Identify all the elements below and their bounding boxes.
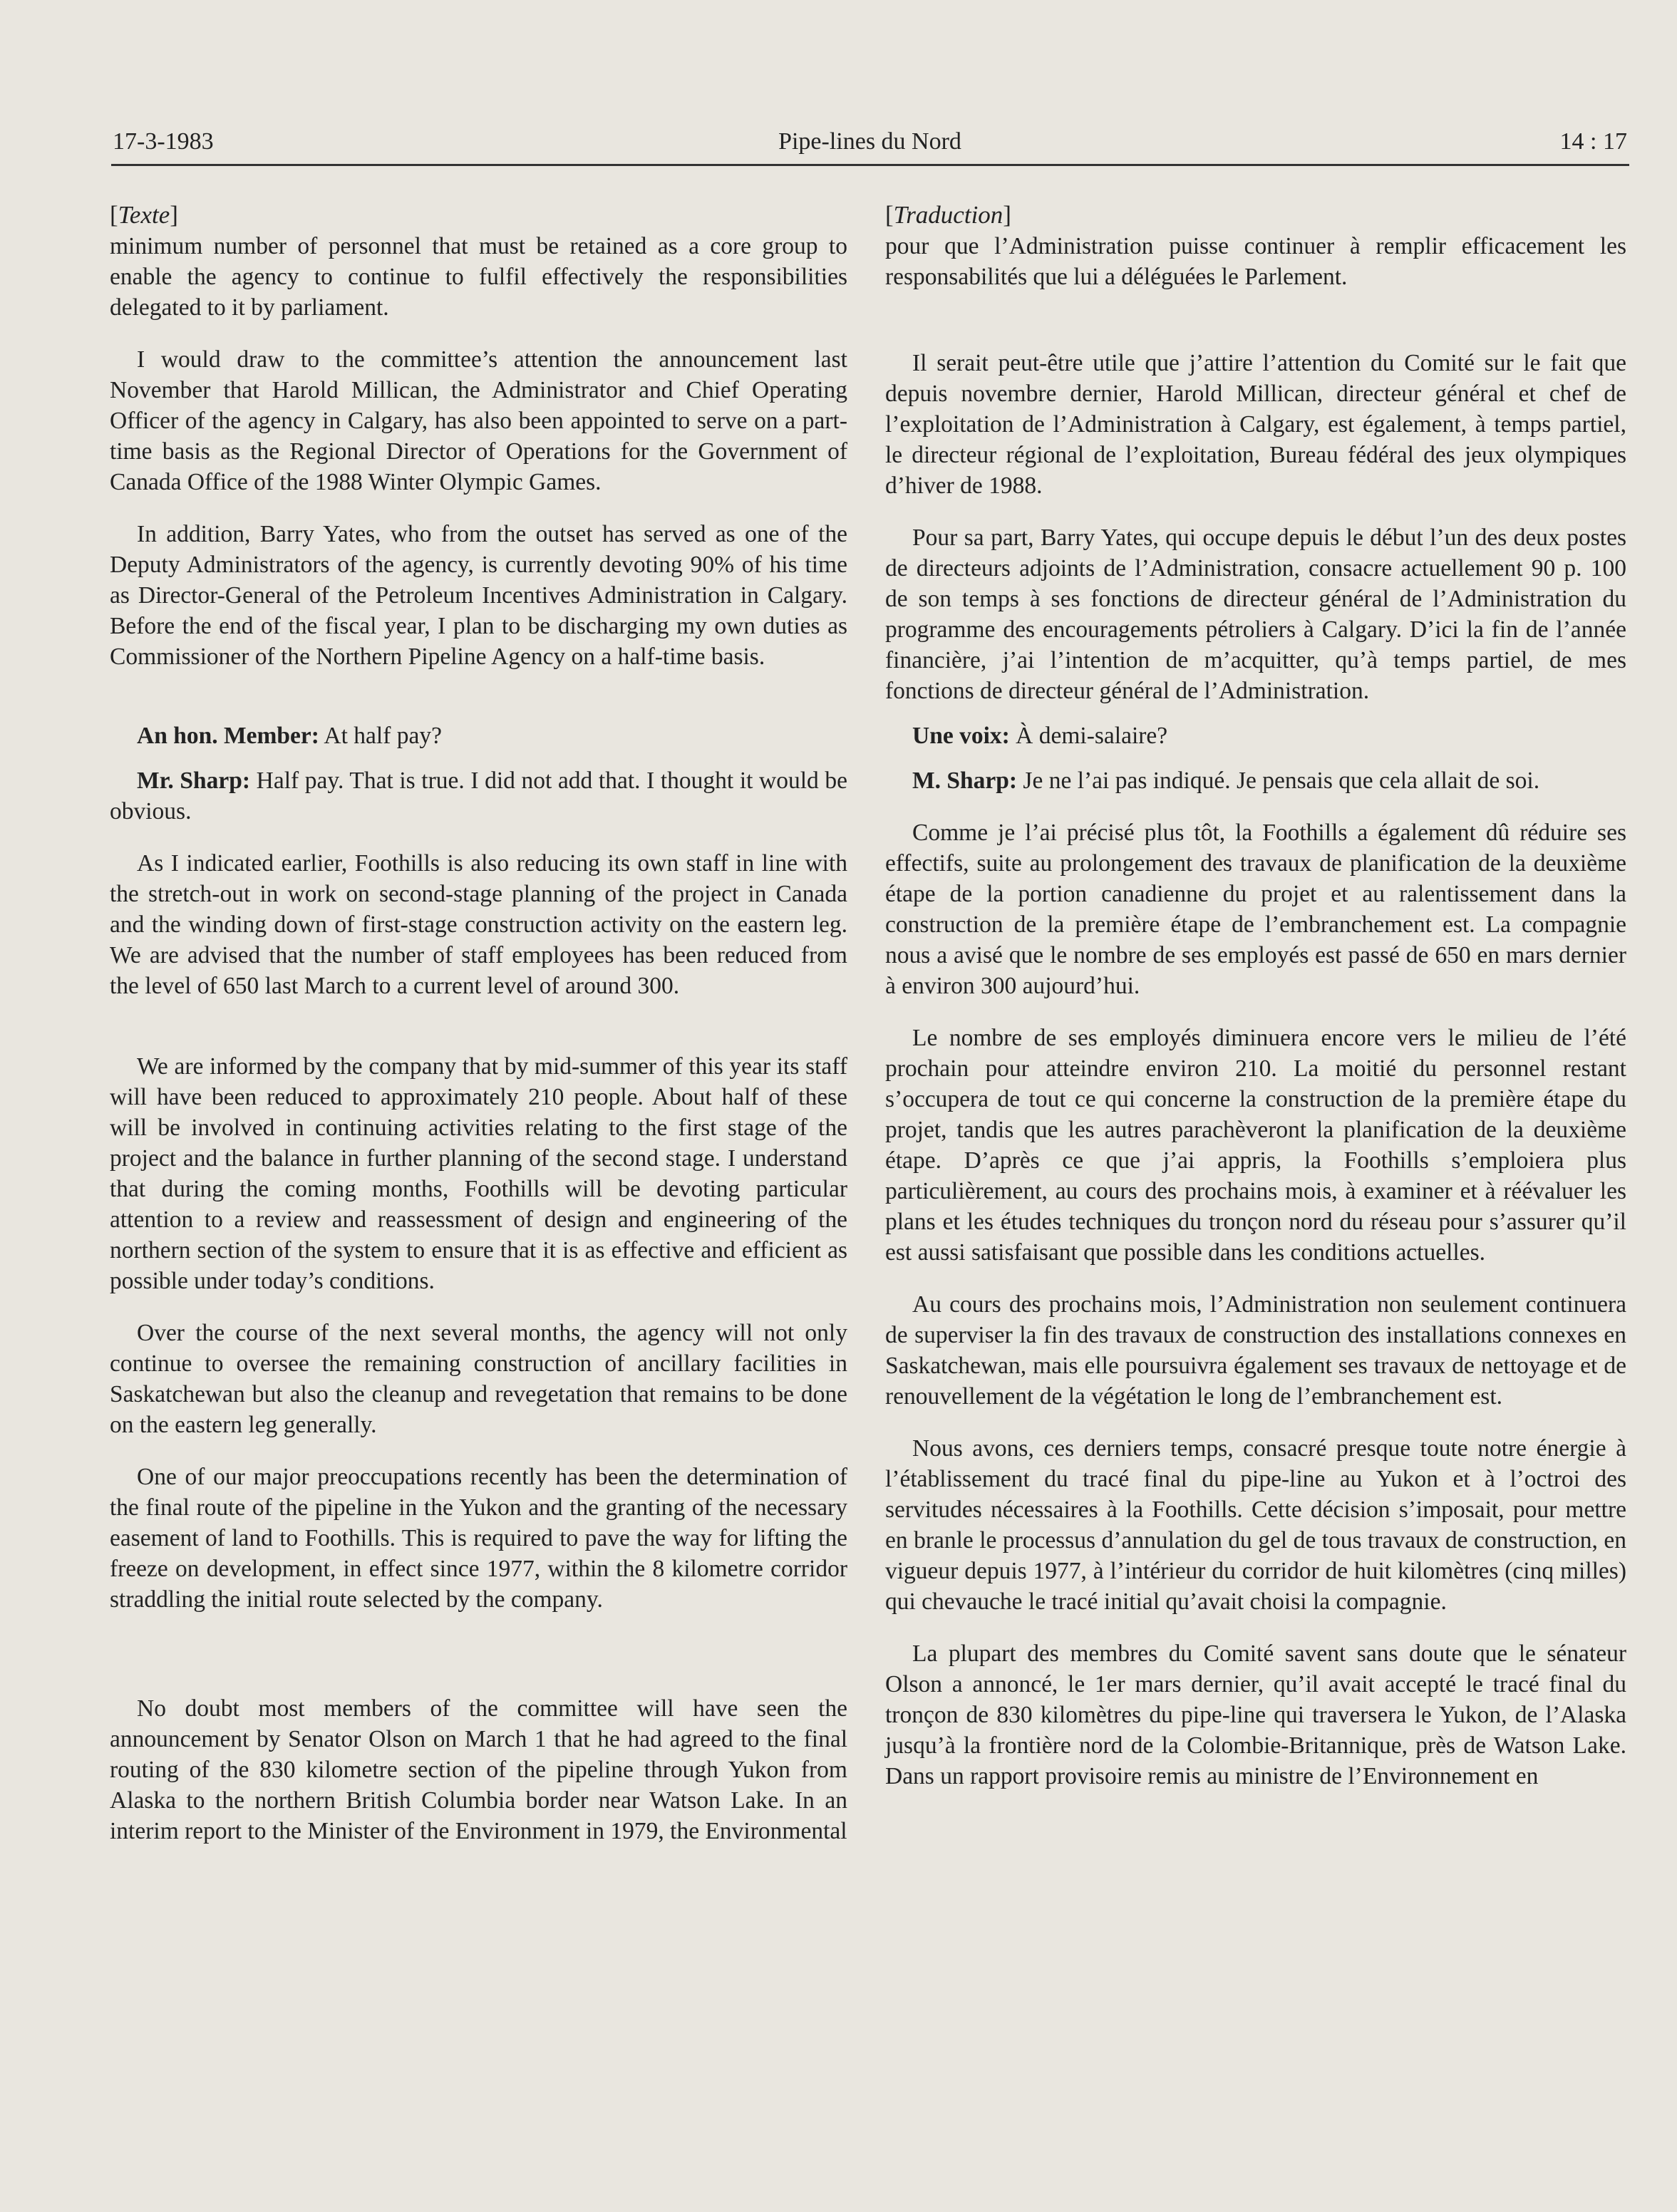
paragraph: We are informed by the company that by mid-summer of this year its staff will have been reduced to approximately 210 people. About half of these will be involved in continuing activities relating to the first stage of the project and the balance in further planning of the second stage. I understand that during the coming months, Foothills will be devoting particular attention to a review and reassessment of design and engineering of the northern section of the system to ensure that it is as effective and efficient as possible under today’s conditions. (110, 1053, 847, 1294)
header-rule (111, 164, 1629, 166)
speaker-paragraph (885, 765, 1626, 796)
paragraph: In addition, Barry Yates, who from the outset has served as one of the Deputy Administrators of the agency, is currently devoting 90% of his time as Director-General of the Petroleum Incentives Administration in Calgary. Before the end of the fiscal year, I plan to be discharging my own duties as Commissioner of the Northern Pipeline Agency on a half-time basis. (110, 521, 847, 670)
page-header (113, 125, 1627, 160)
speaker-paragraph (110, 720, 847, 751)
speech-text: At half pay? (324, 723, 442, 749)
speech-text: Half pay. That is true. I did not add that. I thought it would be obvious. (110, 768, 847, 825)
paragraph: Comme je l’ai précisé plus tôt, la Foothills a également dû réduire ses effectifs, suite au prolongement des travaux de planification de la deuxième étape de la portion canadienne du projet et au ralentissement dans la construction de la première étape de l’embranchement est. La compagnie nous a avisé que le nombre de ses employés est passé de 650 en mars dernier à environ 300 aujourd’hui. (885, 820, 1626, 999)
speaker-paragraph (110, 765, 847, 827)
right-column-label: [Traduction] (885, 201, 1011, 229)
paragraph: Le nombre de ses employés diminuera encore vers le milieu de l’été prochain pour atteindre environ 210. La moitié du personnel restant s’occupera de tout ce qui concerne la construction de la première étape du projet, tandis que les autres parachèveront la planification de la deuxième étape. D’après ce que j’ai appris, la Foothills s’emploiera plus particulièrement, au cours des prochains mois, à examiner et à réévaluer les plans et les études techniques du tronçon nord du réseau pour s’assurer qu’il est aussi satisfaisant que possible dans les conditions actuelles. (885, 1025, 1626, 1266)
paragraph: Nous avons, ces derniers temps, consacré presque toute notre énergie à l’établissement du tracé final du pipe-line au Yukon et à l’octroi des servitudes nécessaires à la Foothills. Cette décision s’imposait, pour mettre en branle le processus d’annulation du gel de tous travaux de construction, en vigueur depuis 1977, à l’intérieur du corridor de huit kilomètres (cinq milles) qui chevauche le tracé initial qu’avait choisi la compagnie. (885, 1435, 1626, 1615)
paragraph: Pour sa part, Barry Yates, qui occupe depuis le début l’un des deux postes de directeurs adjoints de l’Administration, consacre actuellement 90 p. 100 de son temps à ses fonctions de directeur général de l’Administration du programme des encouragements pétroliers à Calgary. D’ici la fin de l’année financière, j’ai l’intention de m’acquitter, qu’à temps partiel, de mes fonctions de directeur général de l’Administration. (885, 524, 1626, 704)
right-label-text: Traduction (893, 201, 1003, 229)
header-title: Pipe-lines du Nord (778, 128, 961, 155)
paragraph: Over the course of the next several months, the agency will not only continue to oversee the remaining construction of ancillary facilities in Saskatchewan but also the cleanup and revegetation that remains to be done on the eastern leg generally. (110, 1320, 847, 1438)
left-column (110, 201, 847, 1846)
paragraph: pour que l’Administration puisse continuer à remplir efficacement les responsabilités que lui a déléguées le Parlement. (885, 233, 1626, 290)
header-page-number: 14 : 17 (1559, 128, 1627, 155)
paragraph: Il serait peut-être utile que j’attire l’attention du Comité sur le fait que depuis novembre dernier, Harold Millican, directeur général et chef de l’exploitation de l’Administration à Calgary, est également, à temps partiel, le directeur régional de l’exploitation, Bureau fédéral des jeux olympiques d’hiver de 1988. (885, 350, 1626, 499)
paragraph: Au cours des prochains mois, l’Administration non seulement continuera de superviser la fin des travaux de construction des installations connexes en Saskatchewan, mais elle poursuivra également ses travaux de nettoyage et de renouvellement de la végétation le long de l’embranchement est. (885, 1291, 1626, 1410)
left-column-label: [Texte] (110, 201, 178, 229)
right-column (885, 201, 1626, 1792)
paragraph: One of our major preoccupations recently has been the determination of the final route of the pipeline in the Yukon and the granting of the necessary easement of land to Foothills. This is required to pave the way for lifting the freeze on development, in effect since 1977, within the 8 kilometre corridor straddling the initial route selected by the company. (110, 1464, 847, 1613)
paragraph: minimum number of personnel that must be retained as a core group to enable the agency to continue to fulfil effectively the responsibilities delegated to it by parliament. (110, 233, 847, 321)
speech-text: Je ne l’ai pas indiqué. Je pensais que cela allait de soi. (1023, 768, 1540, 794)
speaker-name: An hon. Member: (137, 723, 319, 749)
speech-text: À demi-salaire? (1016, 723, 1168, 749)
speaker-name: M. Sharp: (912, 768, 1018, 794)
paragraph: La plupart des membres du Comité savent sans doute que le sénateur Olson a annoncé, le 1er mars dernier, qu’il avait accepté le tracé final du tronçon de 830 kilomètres du pipe-line qui traversera le Yukon, de l’Alaska jusqu’à la frontière nord de la Colombie-Britannique, près de Watson Lake. Dans un rapport provisoire remis au ministre de l’Environnement en (885, 1640, 1626, 1789)
header-date: 17-3-1983 (113, 128, 214, 155)
paragraph: As I indicated earlier, Foothills is also reducing its own staff in line with the stretch-out in work on second-stage planning of the project in Canada and the winding down of first-stage construction activity on the eastern leg. We are advised that the number of staff employees has been reduced from the level of 650 last March to a current level of around 300. (110, 850, 847, 999)
paragraph: I would draw to the committee’s attention the announcement last November that Harold Millican, the Administrator and Chief Operating Officer of the agency in Calgary, has also been appointed to serve on a part-time basis as the Regional Director of Operations for the Government of Canada Office of the 1988 Winter Olympic Games. (110, 346, 847, 495)
paragraph: No doubt most members of the committee will have seen the announcement by Senator Olson on March 1 that he had agreed to the final routing of the 830 kilometre section of the pipeline through Yukon from Alaska to the northern British Columbia border near Watson Lake. In an interim report to the Minister of the Environment in 1979, the Environmental (110, 1695, 847, 1844)
speaker-paragraph (885, 720, 1626, 751)
left-label-text: Texte (118, 201, 170, 229)
speaker-name: Mr. Sharp: (137, 768, 251, 794)
speaker-name: Une voix: (912, 723, 1010, 749)
